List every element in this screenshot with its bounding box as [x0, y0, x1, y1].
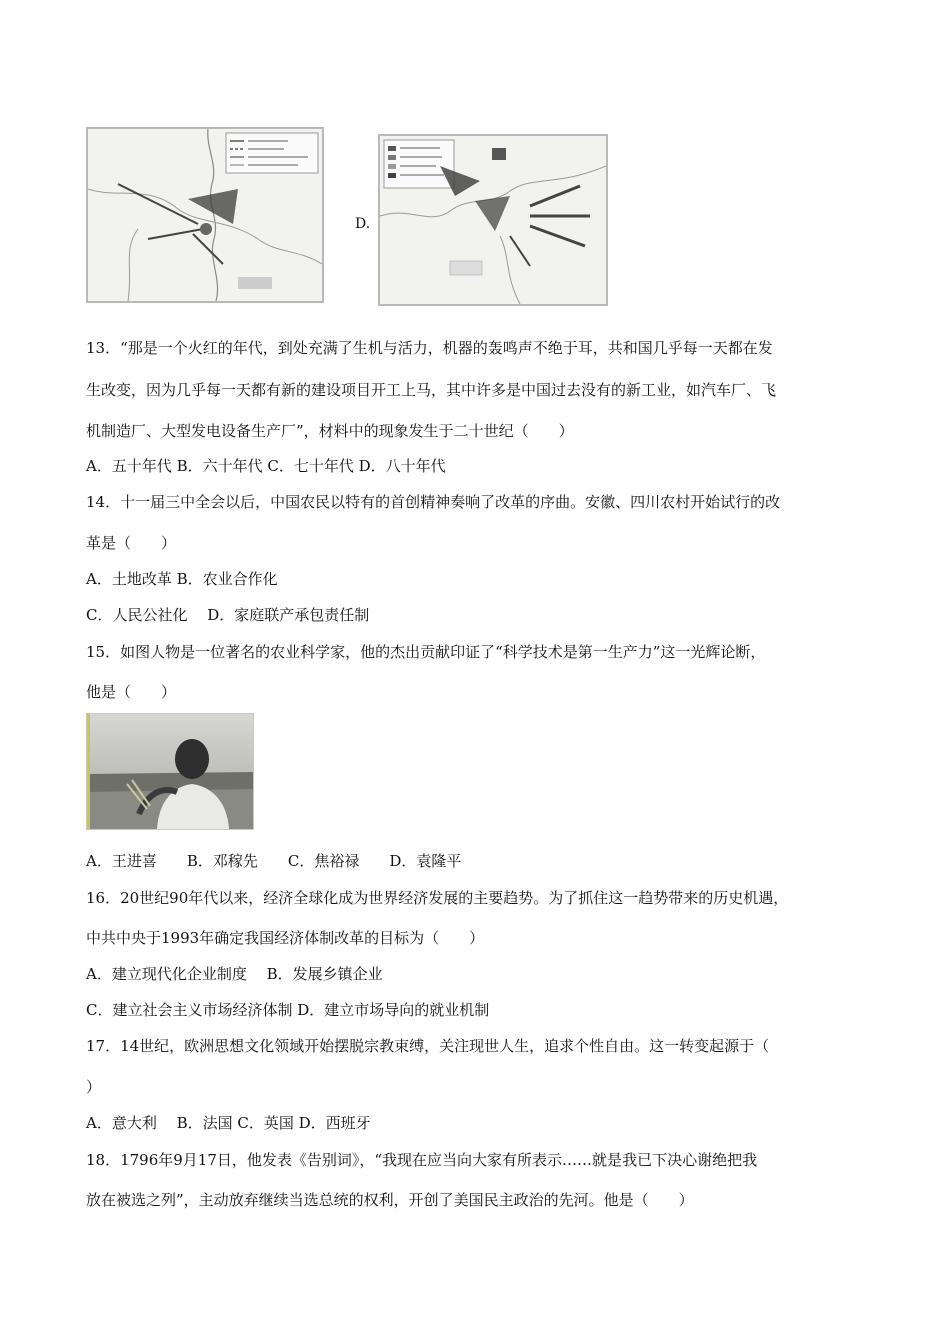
q16-options-1: A．建立现代化企业制度 B．发展乡镇企业 — [86, 965, 383, 983]
q14-line-1: 14．十一届三中全会以后，中国农民以特有的首创精神奏响了改革的序曲。安徽、四川农村开始试行的改 — [86, 493, 781, 511]
map-c-drawing — [88, 129, 322, 301]
option-d-label: D. — [355, 216, 371, 232]
q16-line-1: 16．20世纪90年代以来，经济全球化成为世界经济发展的主要趋势。为了抓住这一趋势带来的历史机遇， — [86, 889, 789, 907]
map-option-c — [86, 127, 324, 303]
q14-line-2: 革是（ ） — [86, 534, 177, 552]
q13-line-1: 13．“那是一个火红的年代，到处充满了生机与活力，机器的轰鸣声不绝于耳，共和国几乎每一天都在发 — [86, 339, 773, 357]
q13-line-2: 生改变，因为几乎每一天都有新的建设项目开工上马，其中许多是中国过去没有的新工业，如汽车厂、飞 — [86, 381, 777, 399]
q17-options: A．意大利 B．法国 C．英国 D．西班牙 — [86, 1114, 371, 1132]
q14-options-2: C．人民公社化 D．家庭联产承包责任制 — [86, 606, 370, 624]
q16-line-2: 中共中央于1993年确定我国经济体制改革的目标为（ ） — [86, 929, 485, 947]
q14-options-1: A．土地改革 B．农业合作化 — [86, 570, 278, 588]
map-d-drawing — [380, 136, 606, 304]
scientist-photo-drawing — [87, 714, 253, 829]
q18-line-2: 放在被选之列”，主动放弃继续当选总统的权利，开创了美国民主政治的先河。他是（ ） — [86, 1191, 694, 1209]
scientist-photo — [86, 713, 254, 830]
q15-line-2: 他是（ ） — [86, 683, 177, 701]
q13-options: A．五十年代 B．六十年代 C．七十年代 D．八十年代 — [86, 457, 446, 475]
q15-options: A．王进喜 B．邓稼先 C．焦裕禄 D．袁隆平 — [86, 852, 462, 870]
q17-line-1: 17．14世纪，欧洲思想文化领域开始摆脱宗教束缚，关注现世人生，追求个性自由。这一转变起源于（ — [86, 1037, 770, 1055]
map-option-d — [378, 134, 608, 306]
q17-line-2: ） — [86, 1078, 102, 1096]
q13-line-3: 机制造厂、大型发电设备生产厂”，材料中的现象发生于二十世纪（ ） — [86, 422, 574, 440]
q15-line-1: 15．如图人物是一位著名的农业科学家，他的杰出贡献印证了“科学技术是第一生产力”这一光辉论断， — [86, 643, 766, 661]
q16-options-2: C．建立社会主义市场经济体制 D．建立市场导向的就业机制 — [86, 1001, 490, 1019]
q18-line-1: 18．1796年9月17日，他发表《告别词》，“我现在应当向大家有所表示……就是我已下决心谢绝把我 — [86, 1151, 758, 1169]
